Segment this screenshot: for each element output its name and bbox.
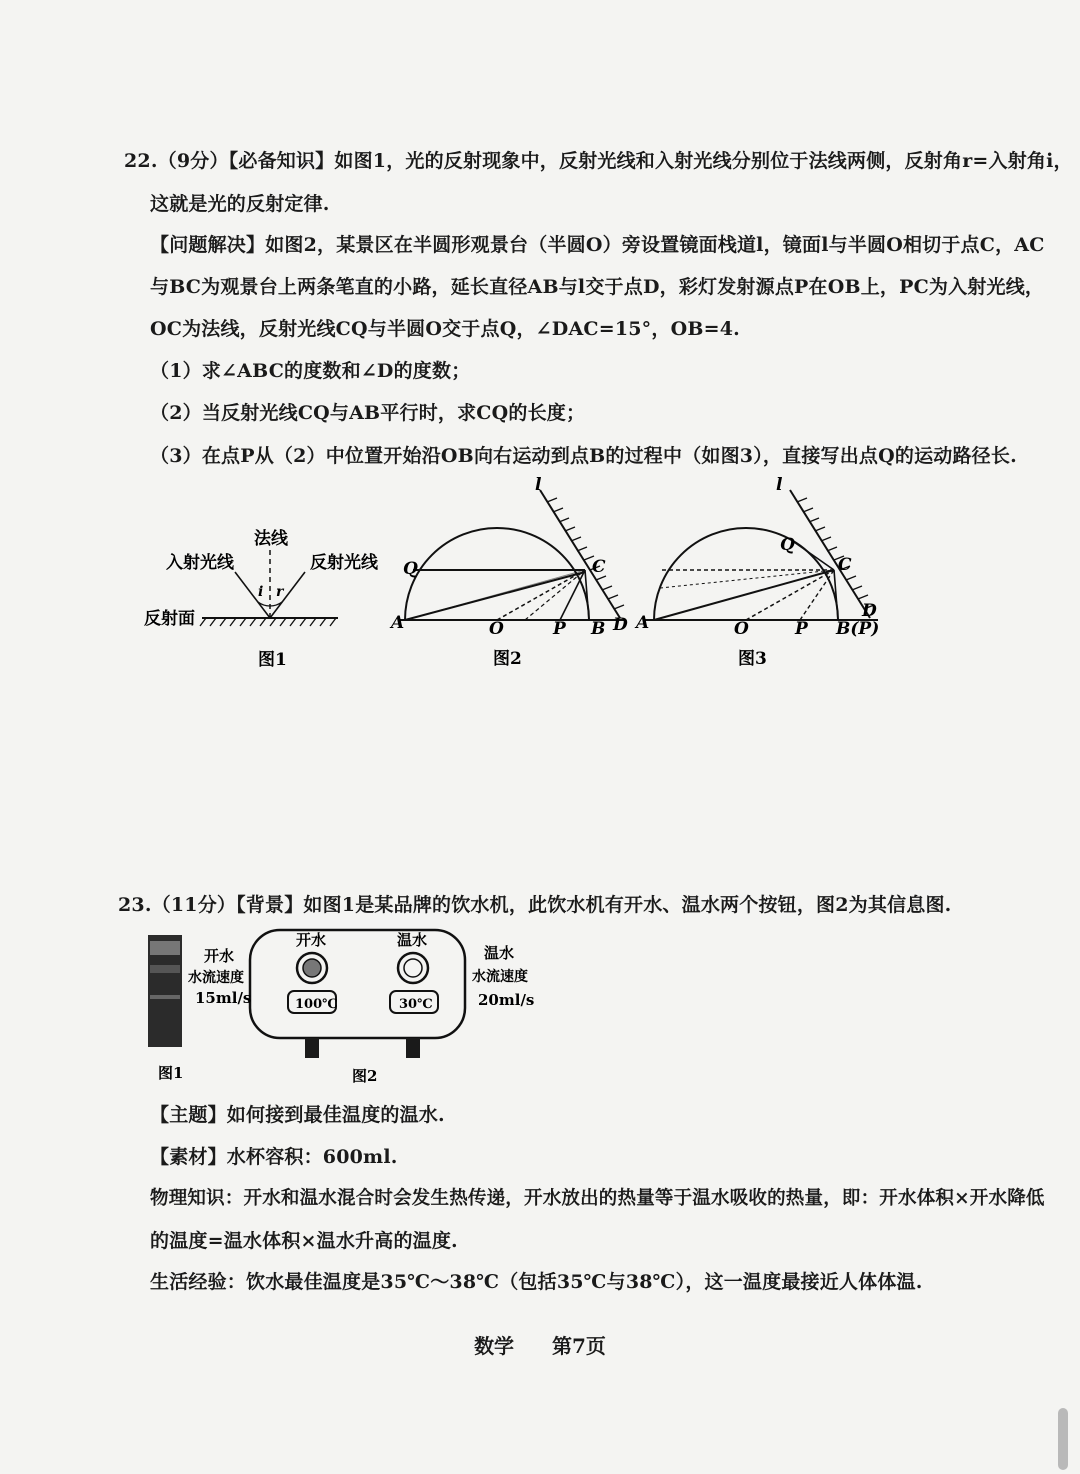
water-dispenser-figure <box>140 925 550 1090</box>
scrollbar-thumb[interactable] <box>1058 1408 1068 1470</box>
figure-3-caption: 图3 <box>738 649 767 669</box>
label-surface: 反射面 <box>144 609 195 629</box>
segment-AC-3 <box>654 570 834 620</box>
q22-part-2: （2）当反射光线CQ与AB平行时，求CQ的长度； <box>150 402 586 424</box>
panel-outline <box>250 930 465 1038</box>
fig3-label-O: O <box>734 619 749 639</box>
fig2-label-A: A <box>391 613 405 633</box>
label-i: i <box>258 584 264 600</box>
figure-1-caption: 图1 <box>258 650 287 670</box>
semicircle-O <box>405 528 589 620</box>
figure-3 <box>630 470 885 670</box>
q22-part-3: （3）在点P从（2）中位置开始沿OB向右运动到点B的过程中（如图3），直接写出点Q的运动路径长. <box>150 445 1017 467</box>
hot-flow-speed: 15ml/s <box>195 989 252 1007</box>
fig3-label-P: P <box>795 619 808 639</box>
q22-line-4: 与BC为观景台上两条笔直的小路，延长直径AB与l交于点D，彩灯发射源点P在OB上，PC为入射光线， <box>150 276 1045 298</box>
fig3-label-BP: B(P) <box>836 619 880 639</box>
hot-side-label: 开水 <box>204 947 235 965</box>
label-incident: 入射光线 <box>166 553 234 573</box>
warm-side-label: 温水 <box>484 944 515 962</box>
q22-part-1: （1）求∠ABC的度数和∠D的度数； <box>150 360 471 382</box>
q23-physics-2: 的温度=温水体积×温水升高的温度. <box>150 1230 458 1252</box>
label-normal: 法线 <box>254 529 288 549</box>
fig2-label-C: C <box>592 557 606 577</box>
q23-topic: 【主题】如何接到最佳温度的温水. <box>150 1104 445 1126</box>
dispenser-photo <box>148 935 182 1047</box>
fig2-label-P: P <box>553 619 566 639</box>
fig3-label-A: A <box>636 613 650 633</box>
segment-OC-3 <box>746 570 834 620</box>
figure-2-panel-caption: 图2 <box>352 1067 378 1085</box>
figure-2-caption: 图2 <box>493 649 522 669</box>
hot-flow-label: 水流速度 <box>188 970 244 986</box>
warm-flow-label: 水流速度 <box>472 969 528 985</box>
fig3-label-l: l <box>776 475 783 495</box>
q22-line-3: 【问题解决】如图2，某景区在半圆形观景台（半圆O）旁设置镜面栈道l，镜面l与半圆O相切于点C，AC <box>150 234 1045 256</box>
segment-CQ-3 <box>794 542 834 570</box>
figure-2 <box>385 470 640 670</box>
q23-material: 【素材】水杯容积：600ml. <box>150 1146 398 1168</box>
q23-header: 23.（11分）【背景】如图1是某品牌的饮水机，此饮水机有开水、温水两个按钮，图2为其信息图. <box>118 894 952 916</box>
fig3-label-D: D <box>862 601 877 621</box>
fig3-label-Q: Q <box>780 535 795 555</box>
label-reflected: 反射光线 <box>310 553 378 573</box>
hot-temp-value: 100℃ <box>295 997 338 1012</box>
q22-line-1: 22.（9分）【必备知识】如图1，光的反射现象中，反射光线和入射光线分别位于法线两侧，反射角r=入射角i， <box>124 150 1073 172</box>
fig2-label-Q: Q <box>403 559 418 579</box>
q22-line-2: 这就是光的反射定律. <box>150 193 330 215</box>
warm-temp-value: 30℃ <box>399 997 433 1012</box>
fig2-label-D: D <box>613 615 628 635</box>
q22-line-5: OC为法线，反射光线CQ与半圆O交于点Q，∠DAC=15°，OB=4. <box>150 318 740 340</box>
warm-flow-speed: 20ml/s <box>478 991 535 1009</box>
hot-button-label: 开水 <box>296 931 327 949</box>
q23-physics-1: 物理知识：开水和温水混合时会发生热传递，开水放出的热量等于温水吸收的热量，即：开水体积×开水降低 <box>150 1188 1045 1209</box>
semicircle-O-3 <box>654 528 838 620</box>
fig2-label-O: O <box>489 619 504 639</box>
warm-water-button[interactable] <box>398 953 428 983</box>
page-footer <box>0 1330 1080 1359</box>
figure-1-dispenser-caption: 图1 <box>158 1064 184 1082</box>
warm-button-label: 温水 <box>397 931 428 949</box>
incident-ray <box>235 572 270 618</box>
label-r: r <box>276 584 284 600</box>
figure-1 <box>130 520 378 670</box>
fig2-label-B: B <box>591 619 606 639</box>
q23-experience: 生活经验：饮水最佳温度是35℃～38℃（包括35℃与38℃），这一温度最接近人体体温. <box>150 1271 923 1293</box>
fig2-label-l: l <box>535 475 542 495</box>
fig3-label-C: C <box>838 555 852 575</box>
footer-page-number: 第7页 <box>552 1334 606 1358</box>
footer-subject: 数学 <box>474 1334 515 1358</box>
surface-hatching <box>200 618 336 626</box>
